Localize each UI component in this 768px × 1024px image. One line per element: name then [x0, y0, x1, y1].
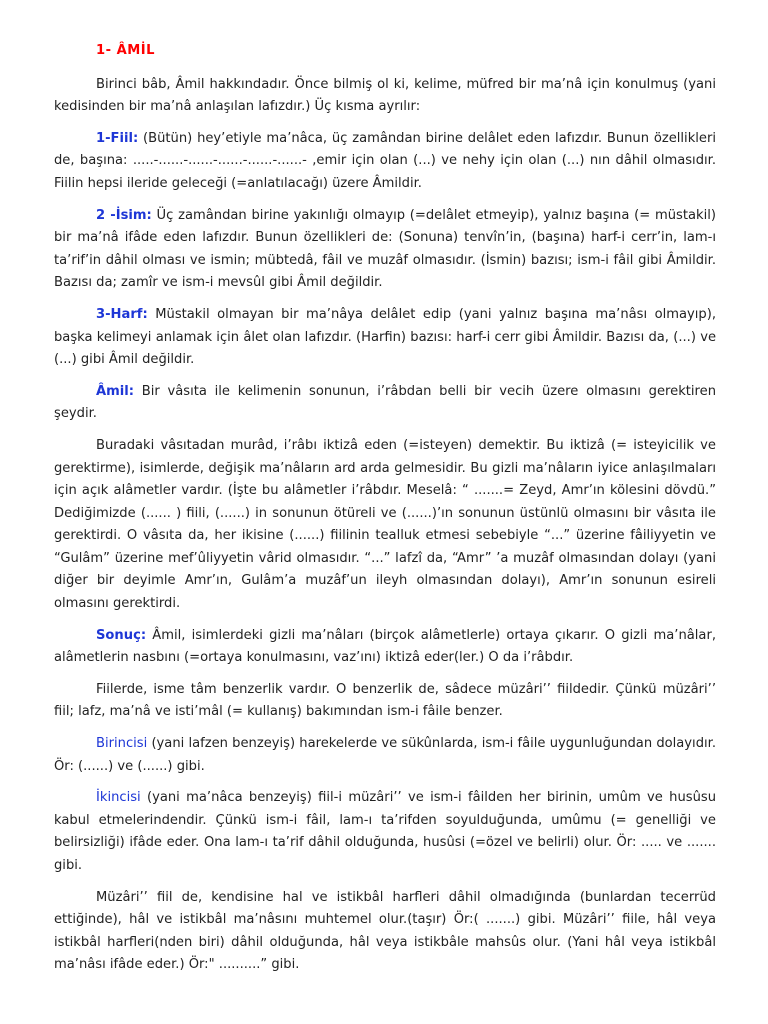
paragraph-text: (yani lafzen benzeyiş) harekelerde ve sükûnlarda, ism-i fâile uygunluğundan dolayıdır. Ör: (......) ve (......) gibi.: [54, 736, 716, 774]
paragraph-vasita: [54, 435, 716, 616]
paragraph-sonuc: [54, 625, 716, 670]
term-birincisi: Birincisi: [96, 736, 148, 752]
paragraph-isim: [54, 205, 716, 295]
term-fiil: 1-Fiil:: [96, 130, 139, 146]
paragraph-text: Üç zamândan birine yakınlığı olmayıp (=delâlet etmeyip), yalnız başına (= müstakil) bir ma’nâ ifâde eden lafızdır. Bunun özellikleri de: (Sonuna) tenvîn’in, (başına) harf-i cerr’in, lam-ı ta’rif’in dâhil olması ve ismin; mübtedâ, fâil ve muzâf olmasıdır. (İsmin) bazısı; ism-i fâil gibi Âmildir. Bazısı da; zamîr ve ism-i mevsûl gibi Âmil değildir.: [54, 207, 717, 291]
term-harf: 3-Harf:: [96, 306, 148, 322]
paragraph-harf: [54, 304, 716, 372]
paragraph-fiiller: [54, 679, 716, 724]
paragraph-text: Bir vâsıta ile kelimenin sonunun, i’râbdan belli bir vecih üzere olmasını gerektiren şeydir.: [54, 383, 716, 422]
paragraph-text: Âmil, isimlerdeki gizli ma’nâları (birçok alâmetlerle) ortaya çıkarır. O gizli ma’nâlar, alâmetlerin nasbını (=ortaya konulmasını, vaz’ını) iktizâ eder(ler.) O da i’râbdır.: [54, 627, 716, 666]
term-sonuc: Sonuç:: [96, 627, 147, 643]
term-amil: Âmil:: [96, 383, 134, 399]
paragraph-text: (yani ma’nâca benzeyiş) fiil-i müzâri’’ ve ism-i fâilden her birinin, umûm ve husûsu kabul etmelerindendir. Çünkü ism-i fâil, lam-ı ta’rifden soyulduğunda, umûmu (= genelliği ve belirsizliği) ifâde eder. Ona lam-ı ta’rif dâhil olduğunda, husûsi (=özel ve belirli) olur. Ör: ..... ve ....... gibi.: [54, 790, 716, 873]
term-isim: 2 -İsim:: [96, 207, 152, 223]
paragraph-intro: [54, 74, 716, 119]
paragraph-text: Buradaki vâsıtadan murâd, i’râbı iktizâ eden (=isteyen) demektir. Bu iktizâ (= isteyicilik ve gerektirme), isimlerde, değişik ma’nâların ard arda gelmesidir. Bu gizli ma’nâların iyice anlaşılmaları için açık alâmetler vardır. (İşte bu alâmetler i’râbdır. Meselâ: “ .......= Zeyd, Amr’ın kölesini dövdü.” Dediğimizde (...... ) fiili, (......) in sonunun ötüreli ve (......)’ın sonunun üstünlü olmasını bir vâsıta ile gerektirdi. O vâsıta da, her ikisine (......) fiilinin tealluk etmesi sebebiyle “...” üzerine fâiliyyetin ve “Gulâm” üzerine mef’ûliyyetin vârid olmasıdır. “...” lafzî da, “Amr” ’a muzâf olmasından dolayı (yani diğer bir deyimle Amr’ın, Gulâm’a muzâf’un ileyh olmasından dolayı), Amr’ın sonunun esireli olmasını gerektirdi.: [54, 437, 716, 612]
term-ikincisi: İkincisi: [96, 790, 141, 806]
paragraph-text: Fiilerde, isme tâm benzerlik vardır. O benzerlik de, sâdece müzâri’’ fiildedir. Çünkü müzâri’’ fiil; lafz, ma’nâ ve isti’mâl (= kullanış) bakımından ism-i fâile benzer.: [54, 681, 716, 720]
paragraph-birincisi: [54, 733, 716, 778]
paragraph-fiil: [54, 128, 716, 196]
paragraph-text: Müzâri’’ fiil de, kendisine hal ve istikbâl harfleri dâhil olmadığında (bunlardan tecerrüd ettiğinde), hâl ve istikbâl ma’nâsını muhtemel olur.(taşır) Ör:( .......) gibi. Müzâri’’ fiile, hâl veya istikbâl harfleri(nden biri) dâhil olduğunda, hâl veya istikbâle mahsûs olur. (Yani hâl veya istikbâl ma’nâsı ifâde eder.) Ör:" ..........” gibi.: [54, 889, 716, 973]
paragraph-muzari: [54, 887, 716, 977]
document-body: [54, 40, 716, 986]
paragraph-text: (Bütün) hey’etiyle ma’nâca, üç zamândan birine delâlet eden lafızdır. Bunun özellikleri de, başına: .....-......-......-......-......-......- ,emir için olan (...) ve nehy için olan (...) nın dâhil olmasıdır. Fiilin hepsi ileride geleceği (=anlatılacağı) üzere Âmildir.: [54, 130, 716, 191]
paragraph-text: Birinci bâb, Âmil hakkındadır. Önce bilmiş ol ki, kelime, müfred bir ma’nâ için konulmuş (yani kedisinden bir ma’nâ anlaşılan lafızdır.) Üç kısma ayrılır:: [54, 76, 716, 115]
paragraph-amil-definition: [54, 381, 716, 426]
paragraph-text: Müstakil olmayan bir ma’nâya delâlet edip (yani yalnız başına ma’nâsı olmayıp), başka kelimeyi anlamak için âlet olan lafızdır. (Harfin) bazısı: harf-i cerr gibi Âmildir. Bazısı da, (...) ve (...) gibi Âmil değildir.: [54, 306, 716, 368]
section-heading: 1- ÂMİL: [96, 43, 155, 58]
paragraph-ikincisi: [54, 787, 716, 877]
